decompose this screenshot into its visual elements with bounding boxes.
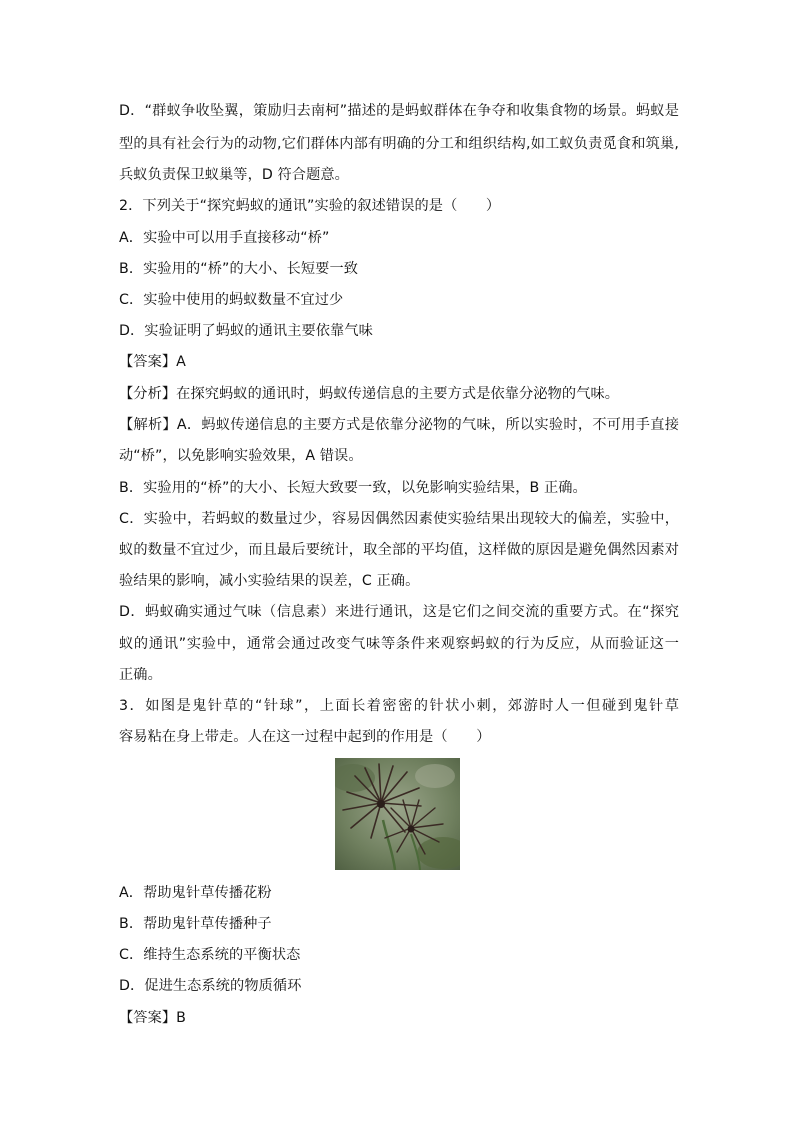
question-3-stem-line-2: 容易粘在身上带走。人在这一过程中起到的作用是（ ） — [119, 729, 491, 745]
bidens-seed-head-photo — [335, 758, 460, 870]
question-2-solution-line-2: 动“桥”，以免影响实验效果，A 错误。 — [119, 448, 363, 464]
option-d-explanation-line-1: D．“群蚁争收坠翼，策励归去南柯”描述的是蚂蚁群体在争夺和收集食物的场景。蚂蚁是 — [119, 103, 679, 119]
question-2-solution-d-line-2: 蚁的通讯”实验中，通常会通过改变气味等条件来观察蚂蚁的行为反应，从而验证这一 — [119, 636, 679, 652]
question-2-solution-c-line-1: C．实验中，若蚂蚁的数量过少，容易因偶然因素使实验结果出现较大的偏差，实验中， — [119, 511, 679, 527]
question-2-solution-d-line-1: D．蚂蚁确实通过气味（信息素）来进行通讯，这是它们之间交流的重要方式。在“探究 — [119, 604, 679, 620]
question-3-option-b: B．帮助鬼针草传播种子 — [119, 916, 272, 932]
question-3-option-c: C．维持生态系统的平衡状态 — [119, 947, 301, 963]
option-d-explanation-line-3: 兵蚁负责保卫蚁巢等，D 符合题意。 — [119, 167, 349, 183]
question-3-answer: 【答案】B — [119, 1010, 186, 1026]
question-2-solution-b: B．实验用的“桥”的大小、长短大致要一致，以免影响实验结果，B 正确。 — [119, 480, 587, 496]
question-2-stem: 2．下列关于“探究蚂蚁的通讯”实验的叙述错误的是（ ） — [119, 198, 501, 214]
question-2-analysis: 【分析】在探究蚂蚁的通讯时，蚂蚁传递信息的主要方式是依靠分泌物的气味。 — [119, 386, 620, 402]
question-2-solution-c-line-3: 验结果的影响，减小实验结果的误差，C 正确。 — [119, 573, 420, 589]
question-2-option-c: C．实验中使用的蚂蚁数量不宜过少 — [119, 292, 344, 308]
question-2-solution-d-line-3: 正确。 — [119, 667, 162, 683]
option-d-explanation-line-2: 型的具有社会行为的动物,它们群体内部有明确的分工和组织结构,如工蚁负责觅食和筑巢, — [119, 136, 679, 152]
question-2-answer: 【答案】A — [119, 354, 186, 370]
question-3-stem-line-1: 3．如图是鬼针草的“针球”，上面长着密密的针状小刺，郊游时人一但碰到鬼针草 — [119, 698, 679, 714]
question-2-solution-line-1: 【解析】A．蚂蚁传递信息的主要方式是依靠分泌物的气味，所以实验时，不可用手直接 — [119, 417, 679, 433]
question-3-option-d: D．促进生态系统的物质循环 — [119, 978, 302, 994]
question-2-solution-c-line-2: 蚁的数量不宜过少，而且最后要统计，取全部的平均值，这样做的原因是避免偶然因素对 — [119, 542, 679, 558]
question-3-option-a: A．帮助鬼针草传播花粉 — [119, 885, 272, 901]
question-2-option-d: D．实验证明了蚂蚁的通讯主要依靠气味 — [119, 323, 373, 339]
question-2-option-a: A．实验中可以用手直接移动“桥” — [119, 230, 330, 246]
bidens-seed-head-icon — [335, 758, 460, 870]
question-2-option-b: B．实验用的“桥”的大小、长短要一致 — [119, 261, 359, 277]
